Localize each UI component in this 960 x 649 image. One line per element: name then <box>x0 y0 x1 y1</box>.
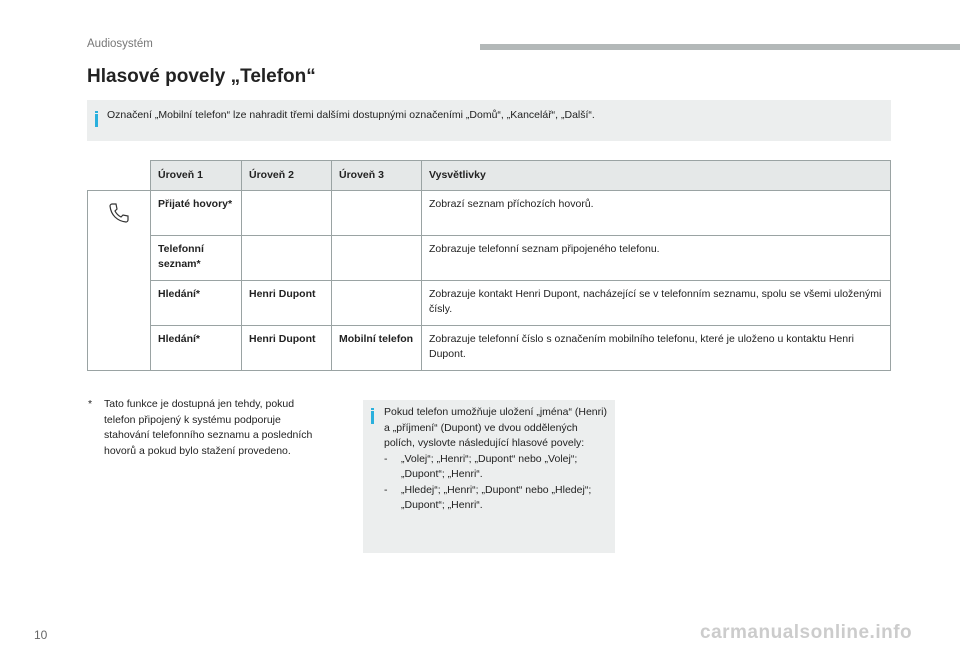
header-explanation: Vysvětlivky <box>422 161 891 191</box>
header-bar <box>480 44 960 50</box>
cell-desc: Zobrazí seznam příchozích hovorů. <box>422 191 891 236</box>
cell-l1: Přijaté hovory* <box>151 191 242 236</box>
phone-icon <box>88 191 151 371</box>
note-item-text: „Volej“; „Henri“; „Dupont“ nebo „Volej“; „Dupont“; „Henri“. <box>401 452 578 480</box>
empty-header <box>88 161 151 191</box>
info-box <box>87 100 891 141</box>
table-row <box>88 236 891 281</box>
header-level-1: Úroveň 1 <box>151 161 242 191</box>
info-text: Označení „Mobilní telefon“ lze nahradit třemi dalšími dostupnými označeními „Domů“, „Kancelář“, „Další“. <box>107 109 595 121</box>
table-row <box>88 191 891 236</box>
info-icon <box>95 114 98 127</box>
header-level-2: Úroveň 2 <box>242 161 332 191</box>
cell-l2 <box>242 191 332 236</box>
note-text: Pokud telefon umožňuje uložení „jména“ (Henri) a „příjmení“ (Dupont) ve dvou oddělených polích, vyslovte následující hlasové povely: <box>384 406 607 449</box>
cell-desc: Zobrazuje kontakt Henri Dupont, nacházející se v telefonním seznamu, spolu se všemi uloženými čísly. <box>422 281 891 326</box>
cell-l3 <box>332 236 422 281</box>
note-item <box>384 483 609 514</box>
note-item-text: „Hledej“; „Henri“; „Dupont“ nebo „Hledej“; „Dupont“; „Henri“. <box>401 483 592 511</box>
voice-commands-table <box>87 160 891 371</box>
bullet: - <box>384 452 388 465</box>
cell-l2: Henri Dupont <box>242 326 332 371</box>
section-label: Audiosystém <box>87 38 153 50</box>
cell-desc: Zobrazuje telefonní seznam připojeného telefonu. <box>422 236 891 281</box>
watermark: carmanualsonline.info <box>700 622 913 643</box>
table-row <box>88 281 891 326</box>
cell-l1: Telefonní seznam* <box>151 236 242 281</box>
footnote <box>88 397 328 459</box>
cell-l2: Henri Dupont <box>242 281 332 326</box>
header-level-3: Úroveň 3 <box>332 161 422 191</box>
cell-l1: Hledání* <box>151 326 242 371</box>
page-title: Hlasové povely „Telefon“ <box>87 66 316 87</box>
footnote-text: Tato funkce je dostupná jen tehdy, pokud telefon připojený k systému podporuje stahování telefonního seznamu a posledních hovorů a pokud bylo stažení provedeno. <box>104 398 313 457</box>
table-row <box>88 326 891 371</box>
cell-l3: Mobilní telefon <box>332 326 422 371</box>
info-icon <box>371 411 374 424</box>
bullet: - <box>384 483 388 496</box>
cell-desc: Zobrazuje telefonní číslo s označením mobilního telefonu, které je uloženo u kontaktu Henri Dupont. <box>422 326 891 371</box>
cell-l2 <box>242 236 332 281</box>
cell-l3 <box>332 191 422 236</box>
cell-l1: Hledání* <box>151 281 242 326</box>
note-box <box>363 400 615 553</box>
note-item <box>384 452 609 483</box>
page-number: 10 <box>34 628 48 642</box>
footnote-mark: * <box>88 398 93 410</box>
cell-l3 <box>332 281 422 326</box>
